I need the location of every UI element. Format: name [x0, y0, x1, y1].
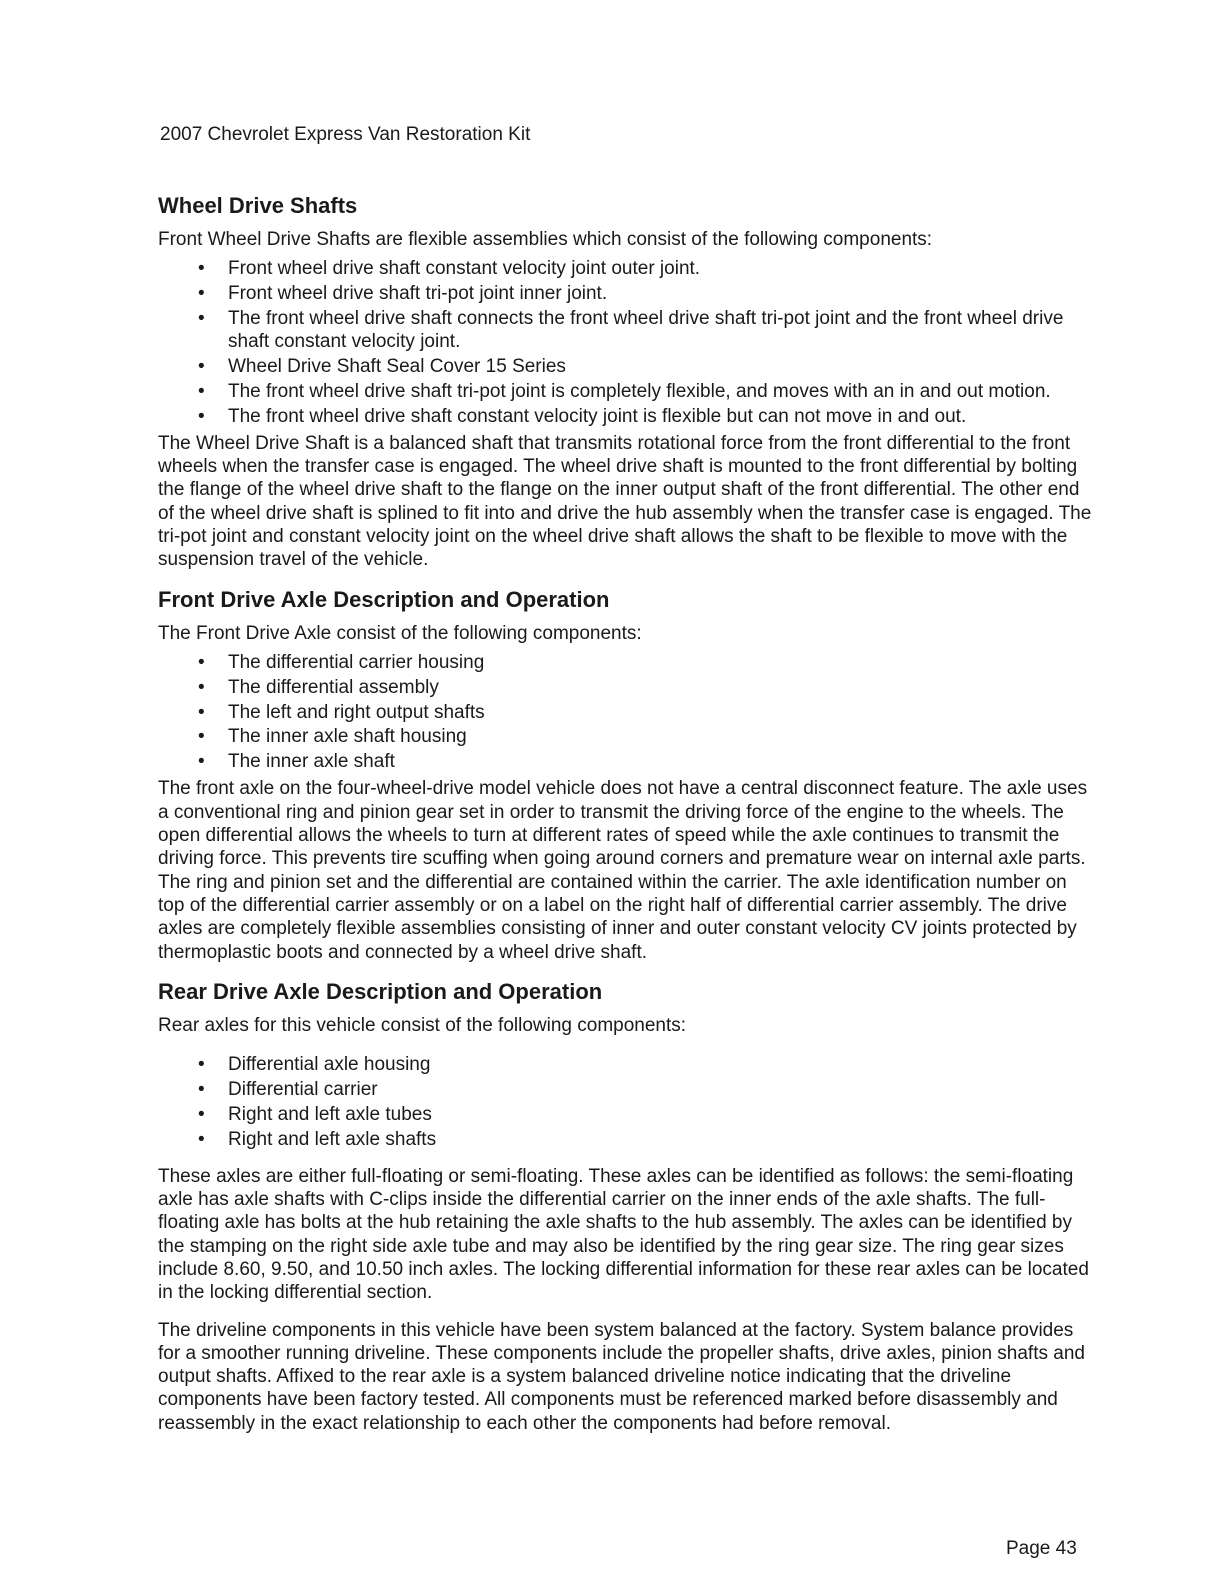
component-list [158, 651, 1098, 773]
section-heading: Front Drive Axle Description and Operation [158, 586, 610, 612]
component-list [158, 257, 1098, 428]
list-item: • Right and left axle shafts [228, 1128, 1098, 1151]
section-front-drive-axle [158, 586, 1098, 964]
list-item: • Differential axle housing [228, 1053, 1098, 1076]
list-item: • The differential carrier housing [228, 651, 1098, 674]
list-item: • The inner axle shaft housing [228, 725, 1098, 748]
list-item: • Front wheel drive shaft constant velocity joint outer joint. [228, 257, 1098, 280]
body-paragraph: The front axle on the four-wheel-drive model vehicle does not have a central disconnect feature. The axle uses a conventional ring and pinion gear set in order to transmit the driving force of the engine to the wheels. The open differential allows the wheels to turn at different rates of speed while the axle continues to transmit the driving force. This prevents tire scuffing when going around corners and premature wear on internal axle parts. The ring and pinion set and the differential are contained within the carrier. The axle identification number on top of the differential carrier assembly or on a label on the right half of differential carrier assembly. The drive axles are completely flexible assemblies consisting of inner and outer constant velocity CV joints protected by thermoplastic boots and connected by a wheel drive shaft. [158, 778, 1088, 963]
section-intro: Front Wheel Drive Shafts are flexible assemblies which consist of the following components: [158, 229, 933, 250]
component-list [158, 1053, 1098, 1151]
body-paragraph: The Wheel Drive Shaft is a balanced shaft that transmits rotational force from the front differential to the front wheels when the transfer case is engaged. The wheel drive shaft is mounted to the front differential by bolting the flange of the wheel drive shaft to the flange on the inner output shaft of the front differential. The other end of the wheel drive shaft is splined to fit into and drive the hub assembly when the transfer case is engaged. The tri-pot joint and constant velocity joint on the wheel drive shaft allows the shaft to be flexible to move with the suspension travel of the vehicle. [158, 432, 1092, 571]
list-item: • Right and left axle tubes [228, 1103, 1098, 1126]
list-item: • Front wheel drive shaft tri-pot joint inner joint. [228, 282, 1098, 305]
list-item: • Differential carrier [228, 1078, 1098, 1101]
page-number: Page 43 [1006, 1538, 1077, 1559]
list-item: • The inner axle shaft [228, 750, 1098, 773]
section-wheel-drive-shafts [158, 192, 1098, 572]
list-item: • Wheel Drive Shaft Seal Cover 15 Series [228, 355, 1098, 378]
section-rear-drive-axle [158, 978, 1098, 1435]
body-paragraph: These axles are either full-floating or semi-floating. These axles can be identified as follows: the semi-floating axle has axle shafts with C-clips inside the differential carrier on the inner ends of the axle shafts. The full-floating axle has bolts at the hub retaining the axle shafts to the hub assembly. The axles can be identified by the stamping on the right side axle tube and may also be identified by the ring gear size. The ring gear sizes include 8.60, 9.50, and 10.50 inch axles. The locking differential information for these rear axles can be located in the locking differential section. [158, 1165, 1089, 1304]
document-body [158, 192, 1098, 1449]
running-header: 2007 Chevrolet Express Van Restoration Kit [160, 124, 531, 145]
section-heading: Rear Drive Axle Description and Operation [158, 978, 603, 1004]
list-item: • The front wheel drive shaft tri-pot joint is completely flexible, and moves with an in and out motion. [228, 380, 1098, 403]
list-item: • The left and right output shafts [228, 701, 1098, 724]
section-heading: Wheel Drive Shafts [158, 193, 358, 218]
section-intro: Rear axles for this vehicle consist of the following components: [158, 1014, 687, 1036]
list-item: • The front wheel drive shaft constant velocity joint is flexible but can not move in and out. [228, 405, 1098, 428]
list-item: • The front wheel drive shaft connects the front wheel drive shaft tri-pot joint and the front wheel drive shaft constant velocity joint. [228, 307, 1098, 354]
section-intro: The Front Drive Axle consist of the following components: [158, 622, 642, 644]
list-item: • The differential assembly [228, 676, 1098, 699]
body-paragraph: The driveline components in this vehicle have been system balanced at the factory. System balance provides for a smoother running driveline. These components include the propeller shafts, drive axles, pinion shafts and output shafts. Affixed to the rear axle is a system balanced driveline notice indicating that the driveline components have been factory tested. All components must be referenced marked before disassembly and reassembly in the exact relationship to each other the components had before removal. [158, 1319, 1085, 1434]
